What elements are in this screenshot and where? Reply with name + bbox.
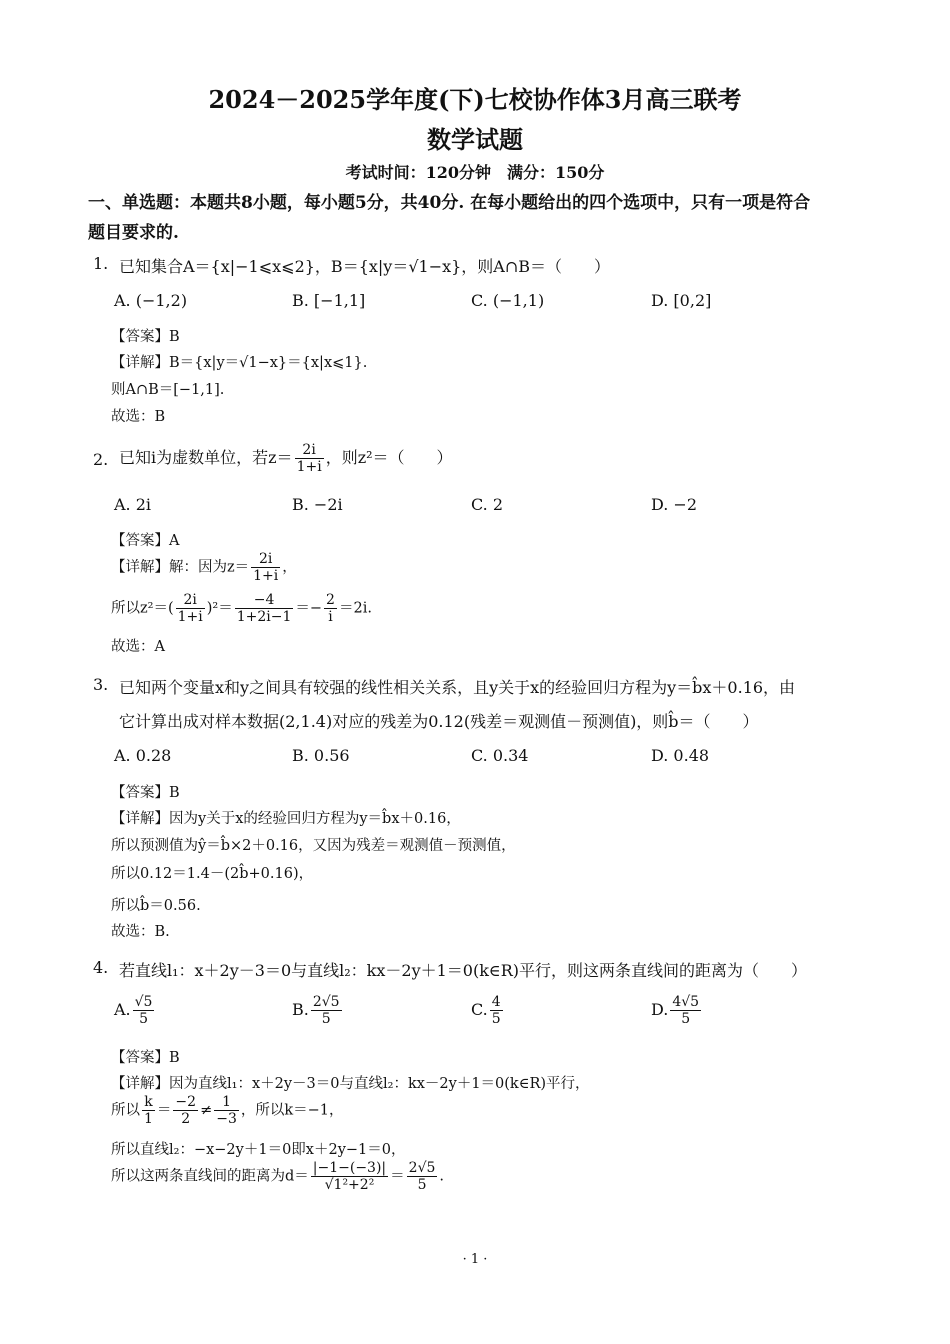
fraction: $\frac{2√5}{5}$ [312, 994, 340, 1027]
question-number: 2. [93, 450, 109, 469]
question-stem: 已知两个变量x和y之间具有较强的线性相关关系，且y关于x的经验回归方程为y＝b̂x＋0.16，由 [119, 678, 796, 697]
question-stem: 已知集合A＝{x|−1⩽x⩽2}，B＝{x|y＝√1−x}，则A∩B＝（ ） [119, 257, 611, 276]
fraction: $\frac{k}{1}$ [144, 1094, 153, 1127]
detail-line: 所以b̂＝0.56. [111, 898, 201, 914]
answer: 【答案】B [111, 329, 180, 345]
exam-subject: 数学试题 [427, 125, 523, 154]
option-c: C. 0.34 [471, 746, 529, 765]
stem-text: 已知i为虚数单位，若z＝ [119, 448, 293, 467]
option-d: D. $\frac{4√5}{5}$ [651, 994, 700, 1027]
fraction: $\frac{1}{-3}$ [216, 1094, 237, 1127]
fraction: $\frac{2√5}{5}$ [408, 1160, 436, 1193]
option-d: D. [0,2] [651, 291, 712, 310]
fraction: $\frac{2i}{1+i}$ [296, 442, 322, 475]
detail-line: 所以0.12＝1.4－(2b̂+0.16)， [111, 866, 314, 882]
option-b: B. 0.56 [292, 746, 350, 765]
question-stem: 它计算出成对样本数据(2,1.4)对应的残差为0.12(残差＝观测值－预测值)，则b̂＝（ ） [119, 712, 759, 731]
option-b: B. [−1,1] [292, 291, 366, 310]
detail-line: 【详解】因为y关于x的经验回归方程为y＝b̂x＋0.16， [111, 811, 461, 827]
detail-line: 所以直线l₂：−x−2y＋1＝0即x＋2y−1＝0， [111, 1142, 406, 1158]
section-heading-line2: 题目要求的. [88, 223, 179, 243]
option-a: A. 0.28 [114, 746, 172, 765]
fraction: $\frac{-2}{2}$ [175, 1094, 197, 1127]
option-c: C. 2 [471, 495, 504, 514]
option-a: A. $\frac{√5}{5}$ [114, 994, 153, 1027]
fraction: $\frac{|-1-(-3)|}{\text{√1²+2²}}$ [312, 1160, 387, 1193]
option-b: B. $\frac{2√5}{5}$ [292, 994, 340, 1027]
section-heading-line1: 一、单选题：本题共8小题，每小题5分，共40分. 在每小题给出的四个选项中，只有一项是符合 [88, 193, 811, 213]
answer: 【答案】B [111, 785, 180, 801]
detail-line: 故选：B [111, 409, 166, 425]
detail-line: 所以 $\frac{k}{1}$ ＝ $\frac{-2}{2}$ ≠ $\frac{1}{-3}$ ，所以k＝−1， [111, 1094, 344, 1127]
option-c: C. (−1,1) [471, 291, 545, 310]
detail-line: 所以这两条直线间的距离为d＝ $\frac{|-1-(-3)|}{\text{√1²+2²}}$ ＝ $\frac{2√5}{5}$ . [111, 1160, 445, 1193]
answer: 【答案】A [111, 533, 180, 549]
fraction: $\frac{2}{i}$ [326, 592, 335, 625]
fraction: $\frac{-4}{1+2i-1}$ [236, 592, 292, 625]
detail-line: 【详解】因为直线l₁：x＋2y－3＝0与直线l₂：kx－2y＋1＝0(k∈R)平行， [111, 1076, 590, 1092]
question-number: 4. [93, 958, 109, 977]
detail-line: 【详解】解：因为z＝ $\frac{2i}{1+i}$ ， [111, 551, 297, 584]
detail-line: 所以预测值为ŷ＝b̂×2＋0.16，又因为残差＝观测值－预测值， [111, 838, 516, 854]
fraction: $\frac{2i}{1+i}$ [253, 551, 279, 584]
detail-line: 故选：B. [111, 924, 170, 940]
fraction: $\frac{√5}{5}$ [134, 994, 153, 1027]
question-number: 1. [93, 254, 109, 273]
fraction: $\frac{4}{5}$ [491, 994, 501, 1027]
question-number: 3. [93, 675, 109, 694]
exam-title: 2024－2025学年度(下)七校协作体3月高三联考 [208, 85, 742, 114]
option-a: A. (−1,2) [114, 291, 188, 310]
exam-info: 考试时间：120分钟 满分：150分 [345, 163, 605, 182]
option-d: D. −2 [651, 495, 698, 514]
option-c: C. $\frac{4}{5}$ [471, 994, 501, 1027]
detail-line: 则A∩B＝[−1,1]. [111, 382, 225, 398]
fraction: $\frac{2i}{1+i}$ [177, 592, 203, 625]
fraction: $\frac{4√5}{5}$ [672, 994, 700, 1027]
detail-line: 【详解】B＝{x|y＝√1−x}＝{x|x⩽1}. [111, 355, 368, 371]
page-number: · 1 · [462, 1252, 488, 1267]
question-stem: 若直线l₁：x＋2y－3＝0与直线l₂：kx－2y＋1＝0(k∈R)平行，则这两条直线间的距离为（ ） [119, 961, 808, 980]
option-d: D. 0.48 [651, 746, 710, 765]
answer: 【答案】B [111, 1050, 180, 1066]
question-stem [119, 442, 453, 475]
detail-line: 故选：A [111, 639, 165, 655]
option-a: A. 2i [114, 495, 152, 514]
stem-text: ，则z²＝（ ） [325, 448, 453, 467]
option-b: B. −2i [292, 495, 343, 514]
detail-line: 所以z²＝( $\frac{2i}{1+i}$ )²＝ $\frac{-4}{1+2i-1}$ ＝− $\frac{2}{i}$ ＝2i. [111, 592, 372, 625]
